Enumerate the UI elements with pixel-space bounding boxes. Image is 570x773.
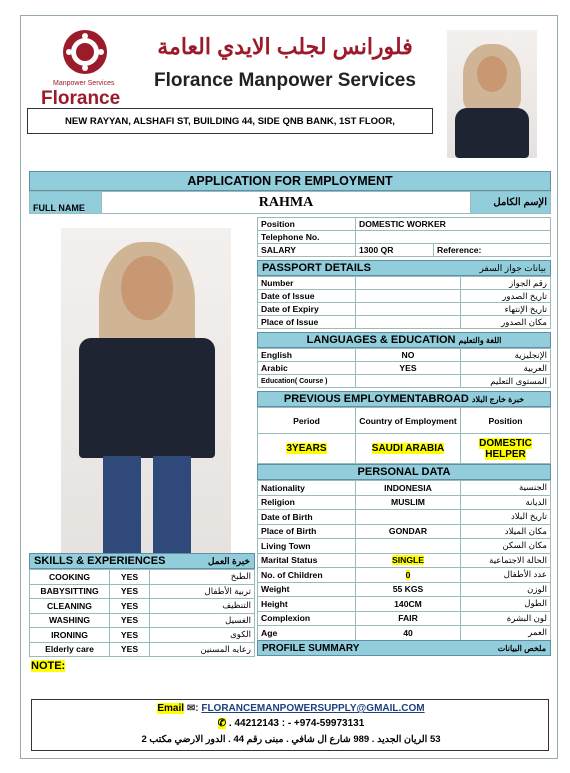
telephone-value bbox=[356, 231, 551, 244]
personal-label-ar: الديانة bbox=[461, 495, 551, 510]
personal-label: Religion bbox=[258, 495, 356, 510]
skills-header bbox=[29, 553, 255, 569]
header bbox=[25, 20, 445, 120]
skill-label: WASHING bbox=[30, 613, 110, 628]
language-label: Arabic bbox=[258, 362, 356, 375]
personal-row bbox=[258, 510, 551, 525]
position-header: Position bbox=[461, 408, 551, 434]
passport-label: Place of Issue bbox=[258, 316, 356, 329]
passport-value bbox=[356, 303, 461, 316]
personal-label: Complexion bbox=[258, 611, 356, 626]
languages-header bbox=[257, 332, 551, 348]
personal-row bbox=[258, 495, 551, 510]
personal-value: 140CM bbox=[356, 597, 461, 612]
languages-title-ar: اللغة والتعليم bbox=[458, 335, 502, 345]
personal-label: Living Town bbox=[258, 539, 356, 554]
form-title bbox=[29, 171, 551, 191]
applicant-photo-full bbox=[61, 228, 231, 553]
address-text: NEW RAYYAN, ALSHAFI ST, BUILDING 44, SIDE QNB BANK, 1ST FLOOR, bbox=[65, 115, 395, 127]
skill-value: YES bbox=[110, 570, 150, 585]
personal-row bbox=[258, 481, 551, 496]
profile-summary-label-ar: ملخص البيانات bbox=[497, 643, 546, 653]
form-title-text: APPLICATION FOR EMPLOYMENT bbox=[187, 174, 393, 188]
full-name-row bbox=[29, 191, 551, 214]
passport-label: Date of Issue bbox=[258, 290, 356, 303]
personal-label: Date of Birth bbox=[258, 510, 356, 525]
position-label: Position bbox=[258, 218, 356, 231]
previous-position-value bbox=[461, 434, 551, 464]
languages-title: LANGUAGES & EDUCATION bbox=[306, 334, 456, 346]
arabic-company-name: فلورانس لجلب الايدي العامة bbox=[157, 34, 413, 59]
skill-row bbox=[30, 570, 255, 585]
passport-label-ar: رقم الجواز bbox=[461, 277, 551, 290]
skills-table bbox=[29, 569, 255, 657]
skills-title: SKILLS & EXPERIENCES bbox=[34, 555, 166, 567]
skill-row bbox=[30, 628, 255, 643]
passport-label-ar: تاريخ الإنتهاء bbox=[461, 303, 551, 316]
languages-table bbox=[257, 348, 551, 388]
skill-row bbox=[30, 599, 255, 614]
company-name: Florance Manpower Services bbox=[154, 70, 416, 91]
address-box bbox=[27, 108, 433, 134]
passport-value bbox=[356, 316, 461, 329]
email-icon: ✉: bbox=[186, 703, 199, 714]
language-value: YES bbox=[356, 362, 461, 375]
skill-value: YES bbox=[110, 613, 150, 628]
salary-label: SALARY bbox=[258, 244, 356, 257]
skill-row bbox=[30, 584, 255, 599]
personal-value bbox=[356, 568, 461, 583]
personal-row bbox=[258, 582, 551, 597]
personal-label: Place of Birth bbox=[258, 524, 356, 539]
personal-row bbox=[258, 611, 551, 626]
personal-label-ar: تاريخ البلاد bbox=[461, 510, 551, 525]
passport-value bbox=[356, 277, 461, 290]
footer-address-ar: 53 الريان الجديد . 989 شارع ال شافي . مبنى رقم 44 . الدور الارضي مكتب 2 bbox=[141, 734, 441, 745]
country-value-text: SAUDI ARABIA bbox=[371, 443, 445, 454]
personal-data-header bbox=[257, 464, 551, 480]
language-row bbox=[258, 349, 551, 362]
personal-value: 55 KGS bbox=[356, 582, 461, 597]
personal-data-table bbox=[257, 480, 551, 641]
passport-label-ar: مكان الصدور bbox=[461, 316, 551, 329]
previous-title-ar: خبرة خارج البلاد bbox=[471, 394, 525, 404]
language-label-ar: العربية bbox=[461, 362, 551, 375]
skill-value: YES bbox=[110, 584, 150, 599]
skill-value: YES bbox=[110, 628, 150, 643]
full-name-label-ar: الإسم الكامل bbox=[471, 192, 551, 214]
full-name-value: RAHMA bbox=[102, 192, 471, 214]
profile-summary-row bbox=[257, 640, 551, 656]
personal-label-ar: عدد الأطفال bbox=[461, 568, 551, 583]
skill-label: Elderly care bbox=[30, 642, 110, 657]
personal-label: No. of Children bbox=[258, 568, 356, 583]
personal-label-ar: لون البشرة bbox=[461, 611, 551, 626]
personal-label-ar: الطول bbox=[461, 597, 551, 612]
personal-row bbox=[258, 539, 551, 554]
skills-title-ar: خبرة العمل bbox=[207, 555, 250, 566]
personal-label-ar: العمر bbox=[461, 626, 551, 641]
skill-value: YES bbox=[110, 599, 150, 614]
skill-label: COOKING bbox=[30, 570, 110, 585]
passport-header bbox=[257, 260, 551, 276]
personal-label-ar: مكان السكن bbox=[461, 539, 551, 554]
phone-numbers: . 44212143 : - +974-59973131 bbox=[228, 718, 365, 729]
language-value: NO bbox=[356, 349, 461, 362]
education-label-ar: المستوى التعليم bbox=[461, 375, 551, 388]
passport-title-ar: بيانات جواز السفر bbox=[479, 262, 546, 273]
children-value: 0 bbox=[405, 569, 411, 580]
applicant-photo-small bbox=[447, 30, 537, 158]
telephone-label: Telephone No. bbox=[258, 231, 356, 244]
salary-value: 1300 QR bbox=[356, 244, 434, 257]
personal-label: Height bbox=[258, 597, 356, 612]
skill-label-ar: رعايه المسنين bbox=[150, 642, 255, 657]
marital-status-value: SINGLE bbox=[392, 555, 424, 566]
personal-label-ar: الحالة الاجتماعية bbox=[461, 553, 551, 568]
personal-row bbox=[258, 568, 551, 583]
skill-label: CLEANING bbox=[30, 599, 110, 614]
education-label: Education( Course ) bbox=[258, 375, 356, 388]
previous-title: PREVIOUS EMPLOYMENTABROAD bbox=[283, 393, 469, 405]
personal-label-ar: الجنسية bbox=[461, 481, 551, 496]
application-form bbox=[20, 15, 558, 759]
position-value: DOMESTIC WORKER bbox=[356, 218, 551, 231]
reference-label: Reference: bbox=[434, 244, 551, 257]
language-row bbox=[258, 375, 551, 388]
skill-label: BABYSITTING bbox=[30, 584, 110, 599]
profile-summary-label: PROFILE SUMMARY bbox=[262, 642, 360, 654]
skill-label: IRONING bbox=[30, 628, 110, 643]
passport-table bbox=[257, 276, 551, 329]
personal-value: GONDAR bbox=[356, 524, 461, 539]
language-label-ar: الإنجليزية bbox=[461, 349, 551, 362]
personal-value: FAIR bbox=[356, 611, 461, 626]
language-row bbox=[258, 362, 551, 375]
passport-value bbox=[356, 290, 461, 303]
personal-title: PERSONAL DATA bbox=[357, 466, 451, 478]
personal-value: MUSLIM bbox=[356, 495, 461, 510]
personal-value: 40 bbox=[356, 626, 461, 641]
period-header: Period bbox=[258, 408, 356, 434]
personal-label-ar: مكان الميلاد bbox=[461, 524, 551, 539]
email-label: Email bbox=[157, 703, 185, 714]
personal-label: Weight bbox=[258, 582, 356, 597]
personal-row bbox=[258, 553, 551, 568]
personal-label-ar: الوزن bbox=[461, 582, 551, 597]
education-value bbox=[356, 375, 461, 388]
country-header: Country of Employment bbox=[356, 408, 461, 434]
previous-employment-header bbox=[257, 391, 551, 407]
personal-row bbox=[258, 626, 551, 641]
passport-label: Date of Expiry bbox=[258, 303, 356, 316]
previous-position-text: DOMESTIC HELPER bbox=[479, 437, 532, 460]
basic-info-table bbox=[257, 217, 551, 257]
skill-label-ar: التنظيف bbox=[150, 599, 255, 614]
email-link[interactable]: FLORANCEMANPOWERSUPPLY@GMAIL.COM bbox=[201, 703, 425, 714]
logo-brand: Florance bbox=[41, 88, 121, 109]
personal-label: Marital Status bbox=[258, 553, 356, 568]
passport-row bbox=[258, 277, 551, 290]
passport-label: Number bbox=[258, 277, 356, 290]
skill-row bbox=[30, 613, 255, 628]
personal-row bbox=[258, 524, 551, 539]
passport-row bbox=[258, 303, 551, 316]
passport-title: PASSPORT DETAILS bbox=[262, 262, 371, 274]
personal-label: Age bbox=[258, 626, 356, 641]
country-value bbox=[356, 434, 461, 464]
passport-row bbox=[258, 316, 551, 329]
skill-label-ar: الطبخ bbox=[150, 570, 255, 585]
note-text: NOTE: bbox=[31, 660, 66, 672]
personal-value bbox=[356, 510, 461, 525]
skill-label-ar: الغسيل bbox=[150, 613, 255, 628]
language-label: English bbox=[258, 349, 356, 362]
skill-value: YES bbox=[110, 642, 150, 657]
passport-label-ar: تاريخ الصدور bbox=[461, 290, 551, 303]
note-label bbox=[31, 656, 65, 674]
skill-label-ar: الكوى bbox=[150, 628, 255, 643]
email-line bbox=[32, 703, 550, 714]
period-value-text: 3YEARS bbox=[286, 443, 327, 454]
previous-employment-table bbox=[257, 407, 551, 464]
personal-value bbox=[356, 553, 461, 568]
skill-row bbox=[30, 642, 255, 657]
phone-line bbox=[32, 718, 550, 729]
logo-subtitle: Manpower Services bbox=[53, 80, 115, 87]
personal-label: Nationality bbox=[258, 481, 356, 496]
personal-row bbox=[258, 597, 551, 612]
passport-row bbox=[258, 290, 551, 303]
personal-value bbox=[356, 539, 461, 554]
skill-label-ar: تربية الأطفال bbox=[150, 584, 255, 599]
company-logo bbox=[37, 28, 135, 109]
period-value bbox=[258, 434, 356, 464]
full-name-label: FULL NAME bbox=[30, 192, 102, 214]
footer-box bbox=[31, 699, 549, 751]
phone-icon: ✆ bbox=[217, 718, 227, 729]
personal-value: INDONESIA bbox=[356, 481, 461, 496]
